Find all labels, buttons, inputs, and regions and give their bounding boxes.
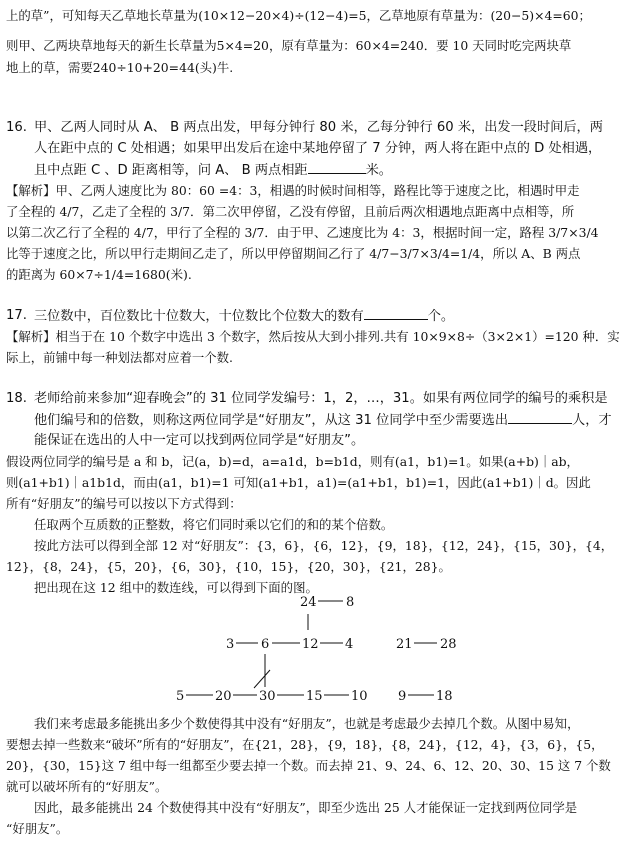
- q18-solution-line-8: 我们来考虑最多能挑出多少个数使得其中没有“好朋友”，也就是考虑最少去掉几个数。从图中易知，: [34, 716, 580, 731]
- prev-solution-line-3: 地上的草，需要240÷10+20=44(头)牛.: [6, 60, 234, 75]
- q16-line-3-text: 且中点距 C 、D 距离相等，问 A、 B 两点相距: [34, 163, 308, 178]
- q18-line-1: 老师给前来参加“迎春晚会”的 31 位同学发编号：1，2，…，31。如果有两位同学的编号的乘积是: [34, 391, 608, 406]
- node-12: 12: [302, 637, 319, 652]
- node-10: 10: [351, 689, 368, 704]
- node-8: 8: [346, 595, 355, 610]
- q18-line-2: [34, 410, 612, 431]
- q18-solution-line-5: 按此方法可以得到全部 12 对“好朋友”：{3，6}，{6，12}，{9，18}，{12，24}，{15，30}，{4，: [34, 538, 614, 553]
- q17-line-1-unit: 个。: [427, 309, 455, 324]
- q17-solution-line-1: 【解析】相当于在 10 个数字中选出 3 个数字，然后按从大到小排列.共有 10×9×8÷（3×2×1）=120 种．实: [6, 329, 620, 344]
- q16-line-2: 人在距中点的 C 处相遇；如果甲出发后在途中某地停留了 7 分钟，两人将在距中点的 D 处相遇，: [34, 141, 602, 156]
- node-30: 30: [259, 689, 276, 704]
- node-5: 5: [176, 689, 185, 704]
- q16-line-3: [34, 160, 392, 181]
- node-6: 6: [261, 637, 270, 652]
- q16-answer-blank[interactable]: [308, 160, 366, 174]
- q17-solution-line-2: 际上，前铺中每一种划法都对应着一个数.: [6, 350, 233, 365]
- q16-solution-line-5: 的距离为 60×7÷1/4=1680(米).: [6, 267, 192, 282]
- q17-number: 17.: [6, 308, 27, 323]
- q18-solution-line-2: 则(a1+b1)｜a1b1d，而由(a1，b1)=1 可知(a1+b1，a1)=(a1+b1，b1)=1，因此(a1+b1)｜d。因此: [6, 475, 591, 490]
- q18-answer-blank[interactable]: [508, 410, 572, 424]
- node-15: 15: [306, 689, 323, 704]
- q16-solution-line-4: 比等于速度之比，所以甲行走期间乙走了，所以甲停留期间乙行了 4/7−3/7×3/4=1/4，所以 A、B 两点: [6, 246, 581, 261]
- node-3: 3: [226, 637, 235, 652]
- q17-line-1: [34, 306, 454, 327]
- q16-line-3-unit: 米。: [365, 163, 392, 178]
- q18-solution-line-6: 12}，{8，24}，{5，20}，{6，30}，{10，15}，{20，30}，{21，28}。: [6, 559, 451, 574]
- friend-pair-graph: [0, 584, 636, 714]
- q16-line-1: 甲、乙两人同时从 A、 B 两点出发，甲每分钟行 80 米，乙每分钟行 60 米，出发一段时间后，两: [34, 120, 603, 135]
- q16-solution-line-2: 了全程的 4/7，乙走了全程的 3/7．第二次甲停留，乙没有停留，且前后两次相遇地点距离中点相等，所: [6, 204, 575, 219]
- q18-line-3: 能保证在选出的人中一定可以找到两位同学是“好朋友”。: [34, 433, 365, 448]
- q18-solution-line-4: 任取两个互质数的正整数，将它们同时乘以它们的和的某个倍数。: [34, 517, 394, 532]
- q18-line-2-text: 他们编号和的倍数，则称这两位同学是“好朋友”，从这 31 位同学中至少需要选出: [34, 413, 509, 428]
- prev-solution-line-2: 则甲、乙两块草地每天的新生长草量为5×4=20，原有草量为：60×4=240．要 10 天同时吃完两块草: [6, 38, 572, 53]
- q18-solution-line-9: 要想去掉一些数来“破坏”所有的“好朋友”，在{21，28}，{9，18}，{8，24}，{12，4}，{3，6}，{5，: [6, 737, 604, 752]
- q18-solution-line-7: 把出现在这 12 组中的数连线，可以得到下面的图。: [34, 580, 318, 595]
- node-9: 9: [398, 689, 407, 704]
- node-21: 21: [396, 637, 413, 652]
- q18-solution-line-3: 所有“好朋友”的编号可以按以下方式得到：: [6, 496, 242, 511]
- q18-line-2-tail: 人，才: [572, 413, 612, 428]
- node-18: 18: [436, 689, 453, 704]
- prev-solution-line-1: 上的草”，可知每天乙草地长草量为(10×12−20×4)÷(12−4)=5，乙草地原有草量为：(20−5)×4=60；: [6, 8, 591, 23]
- q18-solution-line-10: 20}，{30，15}这 7 组中每一组都至少要去掉一个数。而去掉 21、9、24、6、12、20、30、15 这 7 个数: [6, 758, 611, 773]
- q18-solution-line-12: 因此，最多能挑出 24 个数使得其中没有“好朋友”，即至少选出 25 人才能保证一定找到两位同学是: [34, 800, 578, 815]
- edge-20-30: [254, 670, 270, 688]
- q18-solution-line-11: 就可以破坏所有的“好朋友”。: [6, 779, 168, 794]
- q18-solution-line-13: “好朋友”。: [6, 821, 69, 836]
- node-28: 28: [440, 637, 457, 652]
- node-4: 4: [345, 637, 354, 652]
- q18-solution-line-1: 假设两位同学的编号是 a 和 b，记(a，b)=d，a=a1d，b=b1d，则有(a1，b1)=1。如果(a+b)｜ab，: [6, 454, 579, 469]
- q17-line-1-text: 三位数中，百位数比十位数大，十位数比个位数大的数有: [34, 309, 364, 324]
- q18-number: 18.: [6, 391, 27, 406]
- node-24: 24: [300, 595, 317, 610]
- q17-answer-blank[interactable]: [364, 306, 428, 320]
- q16-number: 16.: [6, 120, 27, 135]
- q16-solution-line-1: 【解析】甲、乙两人速度比为 80：60 =4：3，相遇的时候时间相等，路程比等于速度之比，相遇时甲走: [6, 183, 580, 198]
- node-20: 20: [215, 689, 232, 704]
- q16-solution-line-3: 以第二次乙行了全程的 4/7，甲行了全程的 3/7．由于甲、乙速度比为 4：3，根据时间一定，路程 3/7×3/4: [6, 225, 599, 240]
